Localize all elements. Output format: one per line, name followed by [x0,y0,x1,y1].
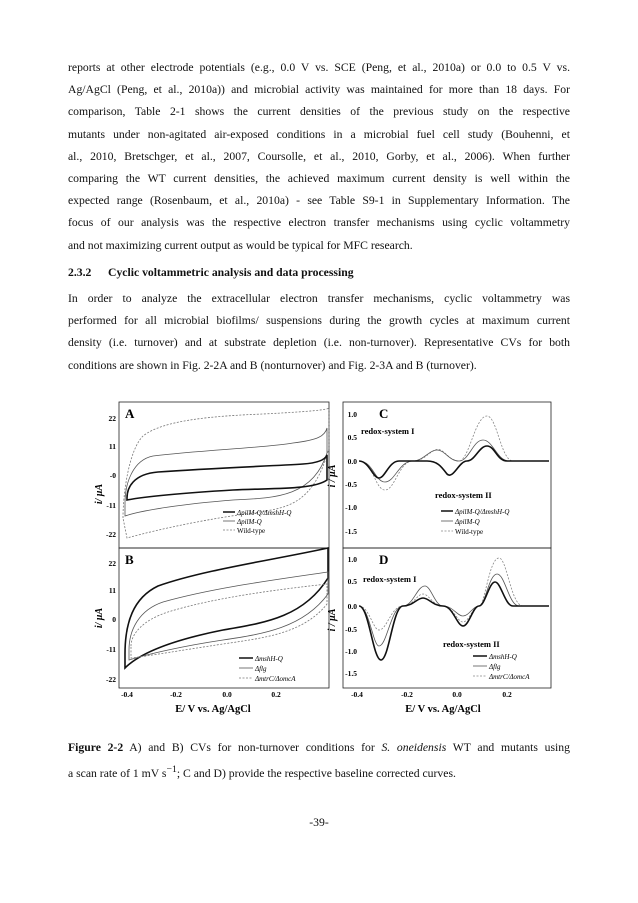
y-tick-label: -22 [106,675,116,684]
text-line: and not maximizing current output as would be typical for MFC research. [68,238,413,252]
legend-label: ΔpilM-Q/ΔmshH-Q [455,508,510,516]
legend-label: Wild-type [455,528,484,536]
figure-svg [94,398,551,718]
page-number: -39- [309,816,329,829]
caption-line [68,737,570,759]
text-line: In order to analyze the extracellular electron transfer mechanisms, cyclic voltammetry was [68,292,570,305]
y-tick-label: 0.5 [347,433,357,442]
y-tick-label: 22 [108,559,116,568]
text-line: conditions are shown in Fig. 2-2A and B (nonturnover) and Fig. 2-3A and B (turnover). [68,358,477,372]
text-line: comparison, Table 2-1 shows the current densities of the previous study on the respective [68,105,570,119]
y-tick-label: 11 [108,586,116,595]
paragraph-1 [68,57,570,257]
y-tick-label: -0 [109,471,116,480]
text-line: mutants under non-agitated air-exposed conditions in a microbial fuel cell study (Bouhenni, et [68,127,570,141]
legend-label: Δflg [255,665,267,673]
y-axis-label-right: i / μA [327,608,338,632]
section-number: 2.3.2 [68,266,92,279]
y-tick-label: -1.0 [345,647,357,656]
annotation-redox-system-1: redox-system I [361,426,415,436]
y-tick-label: 22 [108,414,116,423]
text-line: performed for all microbial biofilms/ suspensions during the growth cycles at maximum current [68,314,570,328]
y-axis-label-right: i / μA [327,464,338,488]
text-line: Ag/AgCl (Peng, et al., 2010a)) and microbial activity was maintained for more than 18 days. For [68,83,570,97]
y-tick-label: 0.0 [347,457,357,466]
figure-caption [68,737,570,785]
y-tick-label: 11 [108,442,116,451]
x-tick-label: -0.4 [351,690,363,699]
caption-text: A) and B) CVs for non-turnover conditions for [123,741,382,754]
panel-d-frame [343,548,551,688]
legend-label: ΔpilM-Q [455,518,480,526]
caption-text: ; C and D) provide the respective baseline corrected curves. [176,767,456,781]
caption-line [68,759,570,785]
annotation-redox-system-2: redox-system II [443,639,500,649]
caption-superscript: −1 [166,764,177,776]
panel-label-c: C [379,406,389,421]
caption-label: Figure 2-2 [68,741,124,754]
panel-label-d: D [379,552,389,567]
y-axis-label-left: i/ μA [94,607,105,629]
bc-pilm-q-mshh-q [359,446,549,478]
legend-label: Wild-type [237,527,266,535]
caption-text: WT and mutants using [446,741,570,754]
y-tick-label: 0.0 [347,602,357,611]
y-tick-label: -11 [106,501,116,510]
y-tick-label: -1.0 [345,503,357,512]
y-tick-label: -22 [106,530,116,539]
legend-label: ΔmshH-Q [489,653,517,661]
y-tick-label: 0 [112,615,116,624]
y-tick-label: -1.5 [345,669,357,678]
x-tick-label: -0.2 [170,690,182,699]
y-tick-label: 0.5 [347,577,357,586]
y-tick-label: -1.5 [345,527,357,536]
y-axis-label-left: i/ μA [94,483,105,505]
text-line: al., 2010, Bretschger, et al., 2007, Coursolle, et al., 2010, Gorby, et al., 2006). When further [68,149,570,163]
panel-label-a: A [125,406,135,421]
legend-label: ΔmtrC/ΔomcA [255,675,296,683]
text-line: focus of our analysis was the respective electron transfer mechanisms using cyclic voltammetry [68,216,570,230]
panel-a-frame [119,402,329,548]
x-tick-label: 0.0 [222,690,232,699]
x-tick-label: 0.2 [502,690,512,699]
y-tick-label: 1.0 [347,555,357,564]
x-tick-label: 0.2 [271,690,281,699]
y-tick-label: -11 [106,645,116,654]
legend-label: ΔpilM-Q [237,518,262,526]
annotation-redox-system-2: redox-system II [435,490,492,500]
paragraph-2 [68,288,570,377]
x-tick-label: -0.4 [121,690,133,699]
section-title: Cyclic voltammetric analysis and data processing [108,266,354,279]
cv-mshh-q [125,548,328,668]
cv-pilm-q-mshh-q [127,455,327,500]
legend-label: ΔmtrC/ΔomcA [489,673,530,681]
x-tick-label: 0.0 [452,690,462,699]
text-line: expected range (Rosenbaum, et al., 2010a) - see Table S9-1 in Supplementary Information. The [68,194,570,208]
x-axis-label: E/ V vs. Ag/AgCl [175,704,251,715]
text-line: comparing the WT current densities, the achieved maximum current density is well within the [68,172,570,186]
bc-mtrc-omca [359,558,549,630]
text-line: reports at other electrode potentials (e.g., 0.0 V vs. SCE (Peng, et al., 2010a) or 0.0 to 0.5 V vs. [68,61,570,74]
y-tick-label: -0.5 [345,625,357,634]
annotation-redox-system-1: redox-system I [363,574,417,584]
figure-2-2 [94,398,551,718]
x-axis-label: E/ V vs. Ag/AgCl [405,704,481,715]
section-heading [68,266,354,279]
caption-text: a scan rate of 1 mV s [68,767,167,781]
y-tick-label: -0.5 [345,480,357,489]
y-tick-label: 1.0 [347,410,357,419]
bc-flg [359,574,549,646]
caption-species: S. oneidensis [381,741,447,754]
panel-label-b: B [125,552,134,567]
legend-label: ΔmshH-Q [255,655,283,663]
legend-label: ΔpilM-Q/ΔmshH-Q [237,509,292,517]
legend-label: Δflg [489,663,501,671]
x-tick-label: -0.2 [401,690,413,699]
text-line: density (i.e. turnover) and at substrate depletion (i.e. non-turnover). Representative CVs for both [68,336,570,350]
